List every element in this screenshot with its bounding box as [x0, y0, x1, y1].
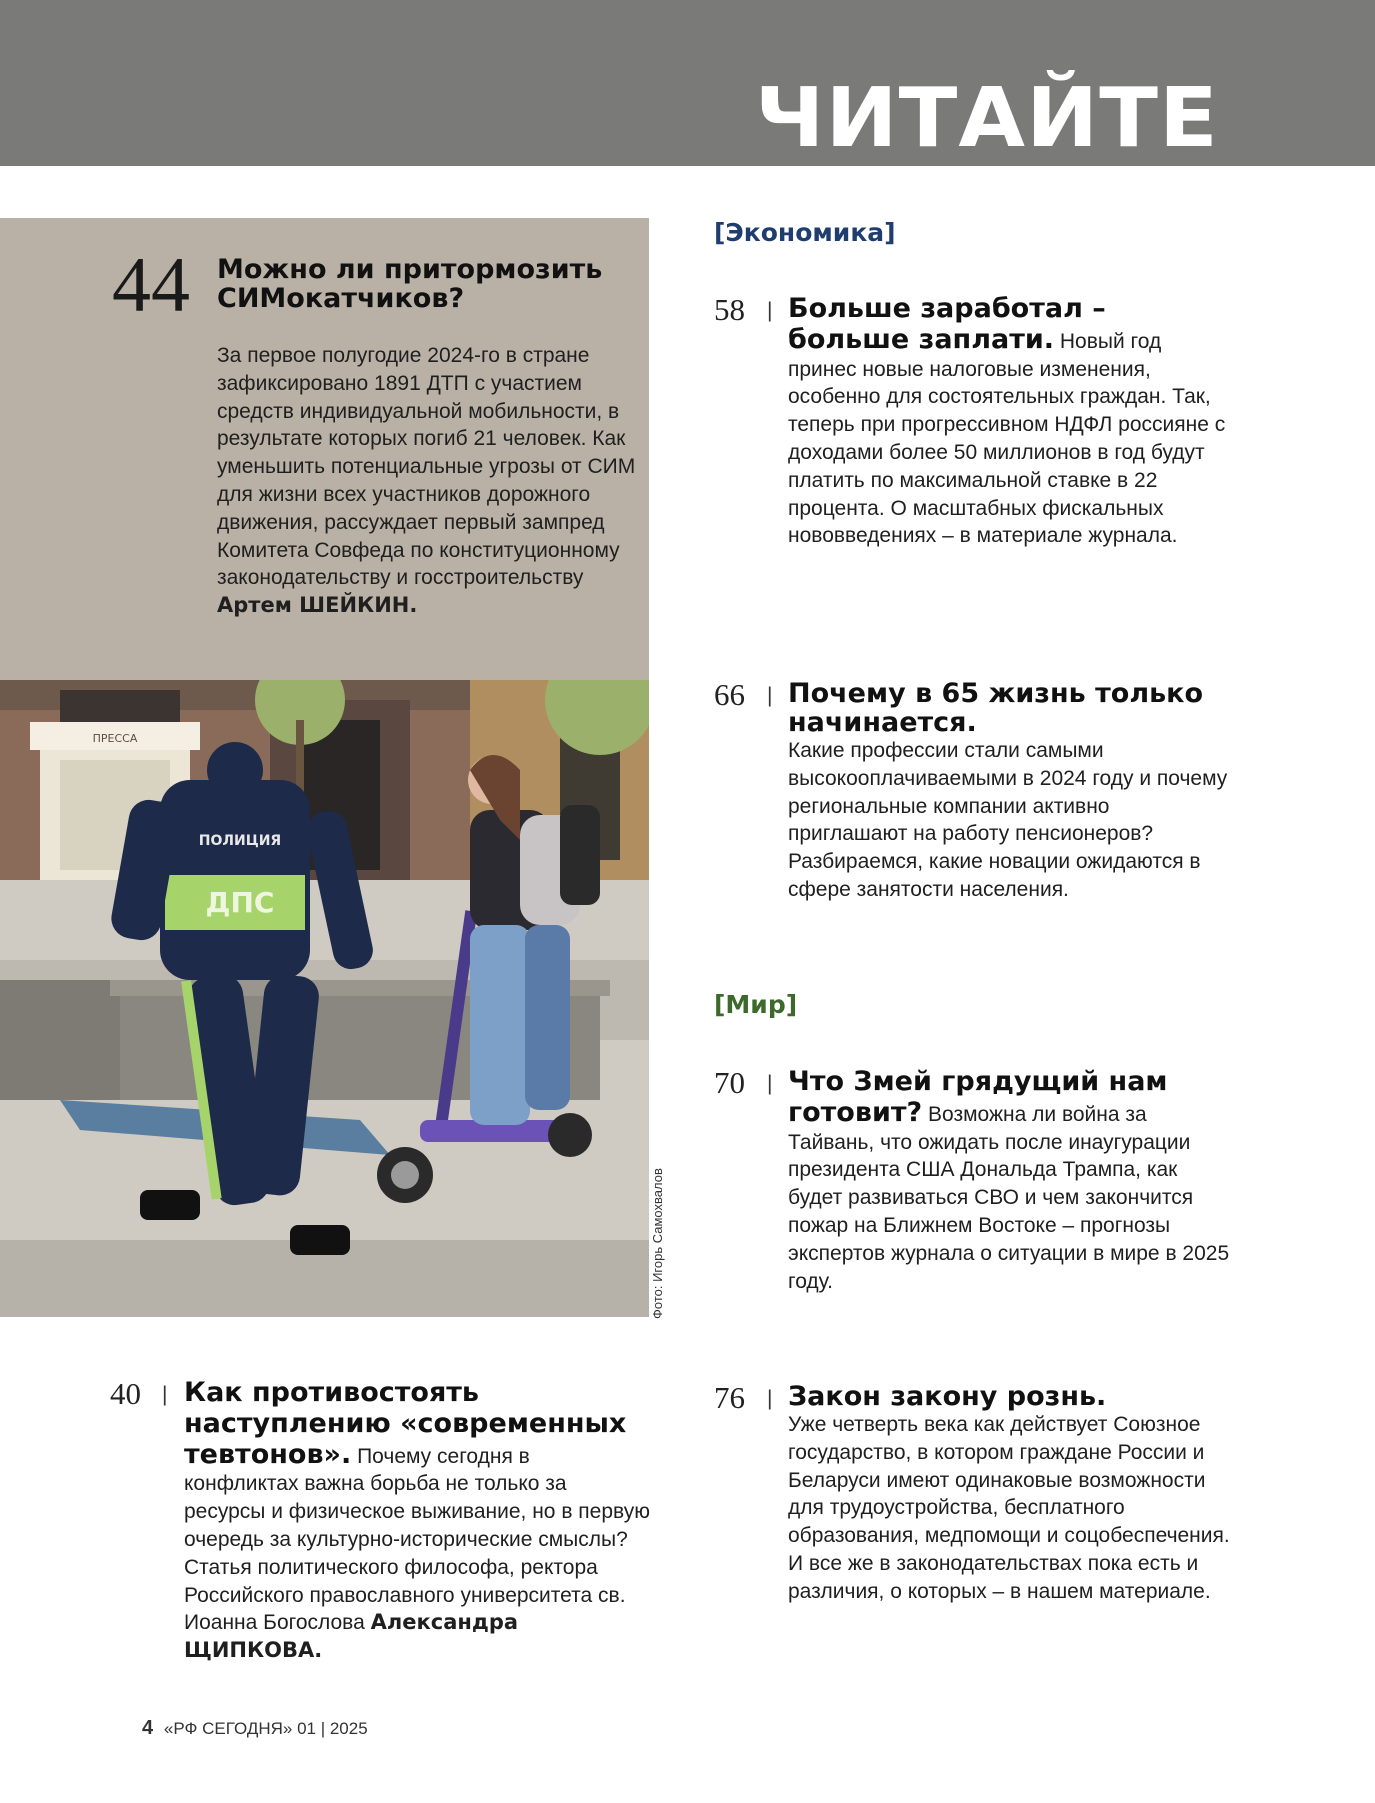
- item-page-number: 76: [714, 1380, 745, 1415]
- toc-item-40[interactable]: [110, 1378, 650, 1665]
- item-body: [788, 294, 1234, 550]
- officer-back-text: ПОЛИЦИЯ: [198, 833, 282, 849]
- item-separator: |: [767, 1387, 773, 1410]
- item-text: Уже четверть века как действует Союзное государство, в котором граждане России и Беларуси имеют одинаковые возможности для трудоустройства, бесплатного образования, медпомощи и соцобеспечения. И все же в законодательствах пока есть и различия, о которых – в нашем материале.: [788, 1413, 1230, 1603]
- item-separator: |: [767, 1072, 773, 1095]
- feature-headline[interactable]: Можно ли притормозить СИМокатчиков?: [217, 254, 603, 314]
- item-body: [788, 1067, 1234, 1295]
- item-headline[interactable]: Больше заработал – больше заплати.: [788, 293, 1106, 355]
- feature-author: Артем ШЕЙКИН.: [217, 593, 418, 618]
- item-body: [184, 1378, 650, 1665]
- toc-item-70[interactable]: [714, 1067, 1234, 1295]
- item-text: Какие профессии стали самыми высокооплачиваемыми в 2024 году и почему региональные компании активно приглашают на работу пенсионеров? Разбираемся, какие новации ожидаются в сфере занятости населения.: [788, 739, 1228, 901]
- photo-credit: Фото: Игорь Самохвалов: [650, 1168, 665, 1319]
- category-world[interactable]: [Мир]: [714, 990, 798, 1019]
- feature-photo: [0, 680, 649, 1317]
- item-text: Возможна ли война за Тайвань, что ожидать после инаугурации президента США Дональда Трампа, как будет развиваться СВО и чем закончится пожар на Ближнем Востоке – прогнозы экспертов журнала о ситуации в мире в 2025 году.: [788, 1102, 1230, 1293]
- item-page-number: 66: [714, 677, 745, 712]
- item-separator: |: [162, 1383, 168, 1406]
- item-page-number: 40: [110, 1376, 141, 1411]
- officer-vest-text: ДПС: [205, 886, 275, 919]
- item-text: Новый год принес новые налоговые изменения, особенно для состоятельных граждан. Так, теперь при прогрессивном НДФЛ россияне с доходами более 50 миллионов в год будут платить по максимальной ставке в 22 процента. О масштабных фискальных нововведениях – в материале журнала.: [788, 329, 1226, 548]
- item-separator: |: [767, 299, 773, 322]
- toc-item-58[interactable]: [714, 294, 1234, 550]
- item-headline[interactable]: Закон закону рознь.: [788, 1381, 1107, 1412]
- item-headline[interactable]: Как противостоять наступлению «современных тевтонов».: [184, 1377, 627, 1470]
- item-headline[interactable]: Что Змей грядущий нам готовит?: [788, 1066, 1168, 1128]
- footer-publication: «РФ СЕГОДНЯ» 01 | 2025: [163, 1719, 368, 1738]
- item-page-number: 58: [714, 292, 745, 327]
- item-page-number: 70: [714, 1065, 745, 1100]
- feature-page-number[interactable]: 44: [112, 241, 190, 328]
- item-headline[interactable]: Почему в 65 жизнь только начинается.: [788, 678, 1204, 738]
- footer-page-number: 4: [142, 1717, 154, 1739]
- item-body: [788, 679, 1234, 904]
- item-body: [788, 1382, 1234, 1606]
- feature-text: [217, 342, 637, 620]
- toc-item-76[interactable]: [714, 1382, 1234, 1606]
- toc-item-66[interactable]: [714, 679, 1234, 904]
- header-bar: [0, 0, 1375, 166]
- feature-lead: За первое полугодие 2024-го в стране зафиксировано 1891 ДТП с участием средств индивидуальной мобильности, в результате которых погиб 21 человек. Как уменьшить потенциальные угрозы от СИМ для жизни всех участников дорожного движения, рассуждает первый зампред Комитета Совфеда по конституционному законодательству и госстроительству: [217, 344, 636, 590]
- item-separator: |: [767, 684, 773, 707]
- kiosk-sign: ПРЕССА: [92, 732, 138, 745]
- page-footer: [142, 1717, 368, 1740]
- category-economy[interactable]: [Экономика]: [714, 218, 896, 247]
- section-title: ЧИТАЙТЕ: [755, 71, 1219, 166]
- item-author: Александра ЩИПКОВА.: [184, 1610, 519, 1663]
- item-text: Почему сегодня в конфликтах важна борьба не только за ресурсы и физическое выживание, но в первую очередь за культурно-исторические смыслы? Статья политического философа, ректора Российского православного университета св. Иоанна Богослова: [184, 1444, 650, 1635]
